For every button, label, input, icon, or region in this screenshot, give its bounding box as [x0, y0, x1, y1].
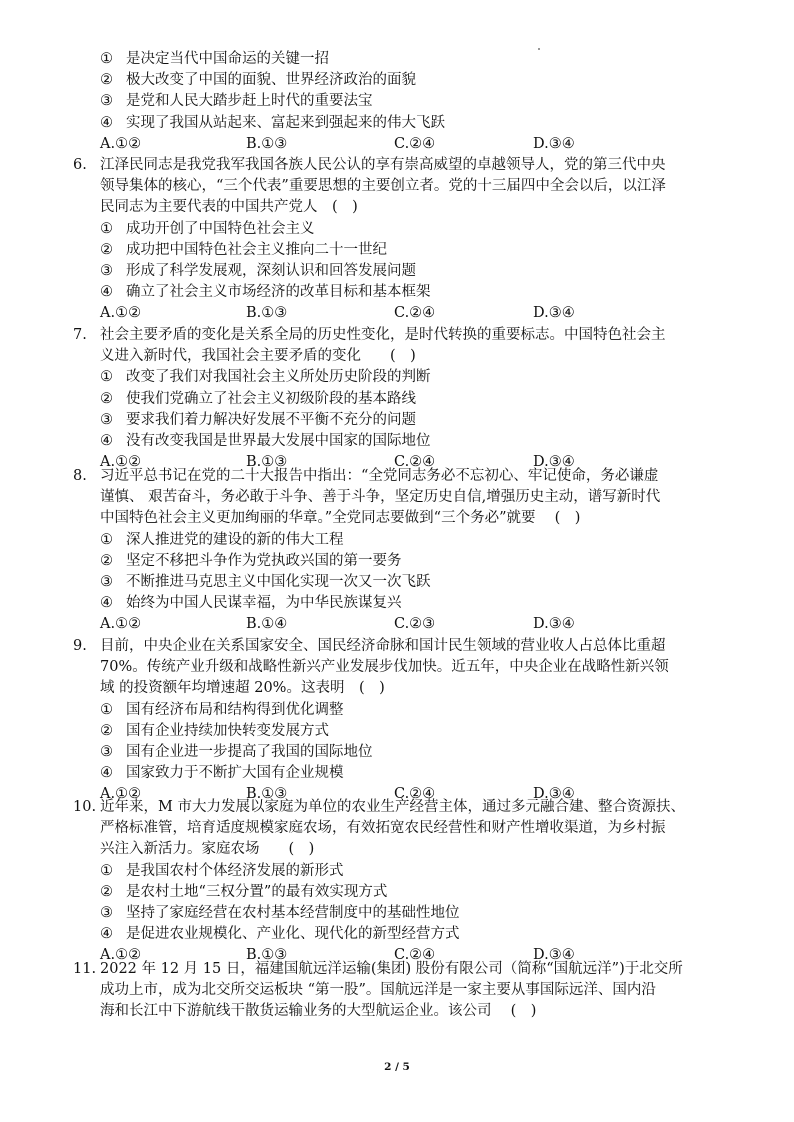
choice-d: D.③④ — [533, 786, 575, 803]
choice-b: B.①③ — [246, 135, 288, 152]
answer-choices — [100, 134, 730, 155]
statement: ④ 是促进农业规模化、产业化、现代化的新型经营方式 — [100, 926, 460, 943]
question-stem: 领导集体的核心，“三个代表”重要思想的主要创立者。党的十三届四中全会以后，以江泽 — [100, 178, 666, 195]
statement: ② 使我们党确立了社会主义初级阶段的基本路线 — [100, 390, 416, 407]
choice-b: B.①③ — [246, 786, 288, 803]
choice-a: A.①② — [100, 947, 142, 964]
question-stem: 70%。传统产业升级和战略性新兴产业发展步伐加快。近五年，中央企业在战略性新兴领 — [100, 659, 669, 676]
choice-d: D.③④ — [533, 454, 575, 471]
statement: ③ 不断推进马克思主义中国化实现一次又一次飞跃 — [100, 573, 431, 590]
question-8 — [73, 466, 730, 636]
question-5-tail — [100, 49, 730, 155]
statement: ① 成功开创了中国特色社会主义 — [100, 220, 315, 237]
statement: ③ 坚持了家庭经营在农村基本经营制度中的基础性地位 — [100, 904, 460, 921]
statement: ① 改变了我们对我国社会主义所处历史阶段的判断 — [100, 369, 431, 386]
question-stem: 谨慎、 艰苦奋斗，务必敢于斗争、善于斗争，坚定历史自信,增强历史主动，谱写新时代 — [100, 489, 661, 506]
question-number: 10. — [73, 799, 97, 815]
choice-a: A.①② — [100, 305, 142, 322]
question-number: 9. — [73, 638, 87, 654]
statement: ② 成功把中国特色社会主义推向二十一世纪 — [100, 241, 387, 258]
statement: ④ 始终为中国人民谋幸福，为中华民族谋复兴 — [100, 595, 402, 612]
answer-choices — [100, 614, 730, 635]
choice-d: D.③④ — [533, 135, 575, 152]
choice-c: C.②④ — [394, 305, 436, 322]
choice-d: D.③④ — [533, 947, 575, 964]
choice-d: D.③④ — [533, 305, 575, 322]
statement: ① 国有经济布局和结构得到优化调整 — [100, 701, 344, 718]
choice-b: B.①③ — [246, 454, 288, 471]
question-stem: 中国特色社会主义更加绚丽的华章。”全党同志要做到“三个务必”就要 ( ) — [100, 510, 581, 527]
statement: ④ 没有改变我国是世界最大发展中国家的国际地位 — [100, 432, 431, 449]
statement: ④ 实现了我国从站起来、富起来到强起来的伟大飞跃 — [100, 114, 445, 131]
question-stem: 兴注入新活力。家庭农场 ( ) — [100, 841, 315, 858]
statement: ③ 国有企业进一步提高了我国的国际地位 — [100, 743, 373, 760]
question-stem: 2022 年 12 月 15 日，福建国航远洋运输(集团) 股份有限公司（简称“国航远洋”)于北交所 — [100, 961, 683, 977]
question-stem: 社会主要矛盾的变化是关系全局的历史性变化，是时代转换的重要标志。中国特色社会主 — [100, 327, 666, 343]
page-number: 2 / 5 — [384, 1061, 410, 1073]
statement: ③ 形成了科学发展观，深刻认识和回答发展问题 — [100, 262, 416, 279]
choice-b: B.①④ — [246, 616, 288, 633]
question-6 — [73, 155, 730, 325]
statement: ① 是决定当代中国命运的关键一招 — [100, 51, 329, 67]
statement: ① 是我国农村个体经济发展的新形式 — [100, 862, 344, 879]
question-9 — [73, 636, 730, 806]
answer-choices — [100, 303, 730, 324]
choice-c: C.②③ — [394, 616, 436, 633]
statement: ① 深人推进党的建设的新的伟大工程 — [100, 531, 344, 548]
choice-c: C.②④ — [394, 786, 436, 803]
question-stem: 海和长江中下游航线干散货运输业务的大型航运企业。该公司 ( ) — [100, 1003, 537, 1020]
question-number: 6. — [73, 157, 87, 173]
question-7 — [73, 325, 730, 473]
statement: ④ 确立了社会主义市场经济的改革目标和基本框架 — [100, 284, 431, 301]
question-number: 8. — [73, 468, 87, 484]
choice-c: C.②④ — [394, 947, 436, 964]
choice-b: B.①③ — [246, 947, 288, 964]
question-number: 11. — [73, 961, 97, 977]
statement: ③ 是党和人民大踏步赶上时代的重要法宝 — [100, 93, 373, 110]
choice-c: C.②④ — [394, 454, 436, 471]
question-stem: 江泽民同志是我党我军我国各族人民公认的享有崇高威望的卓越领导人，党的第三代中央 — [100, 157, 666, 173]
statement: ② 是农村土地“三权分置”的最有效实现方式 — [100, 883, 388, 900]
question-10 — [73, 797, 730, 967]
choice-c: C.②④ — [394, 135, 436, 152]
choice-a: A.①② — [100, 616, 142, 633]
statement: ④ 国家致力于不断扩大国有企业规模 — [100, 765, 344, 782]
question-stem: 目前，中央企业在关系国家安全、国民经济命脉和国计民生领域的营业收人占总体比重超 — [100, 638, 666, 654]
choice-a: A.①② — [100, 135, 142, 152]
choice-a: A.①② — [100, 786, 142, 803]
question-number: 7. — [73, 327, 87, 343]
statement: ② 坚定不移把斗争作为党执政兴国的第一要务 — [100, 552, 402, 569]
question-11 — [73, 959, 730, 1023]
statement: ② 极大改变了中国的面貌、世界经济政治的面貌 — [100, 72, 416, 89]
choice-d: D.③④ — [533, 616, 575, 633]
choice-a: A.①② — [100, 454, 142, 471]
statement: ③ 要求我们着力解决好发展不平衡不充分的问题 — [100, 411, 416, 428]
choice-b: B.①③ — [246, 305, 288, 322]
question-stem: 域 的投资额年均增速超 20%。这表明 ( ) — [100, 680, 385, 697]
question-stem: 习近平总书记在党的二十大报告中指出：“全党同志务必不忘初心、牢记使命，务必谦虚 — [100, 468, 659, 484]
statement: ② 国有企业持续加快转变发展方式 — [100, 722, 329, 739]
question-stem: 义进入新时代，我国社会主要矛盾的变化 ( ) — [100, 348, 416, 365]
question-stem: 民同志为主要代表的中国共产党人 ( ) — [100, 199, 358, 216]
question-stem: 近年来，M 市大力发展以家庭为单位的农业生产经营主体，通过多元融合建、整合资源扶、 — [100, 799, 685, 815]
question-stem: 严格标准管，培育适度规模家庭农场，有效拓宽农民经营性和财产性增收渠道，为乡村振 — [100, 820, 666, 837]
question-stem: 成功上市，成为北交所交运板块 “第一股”。国航远洋是一家主要从事国际远洋、国内沿 — [100, 982, 656, 999]
